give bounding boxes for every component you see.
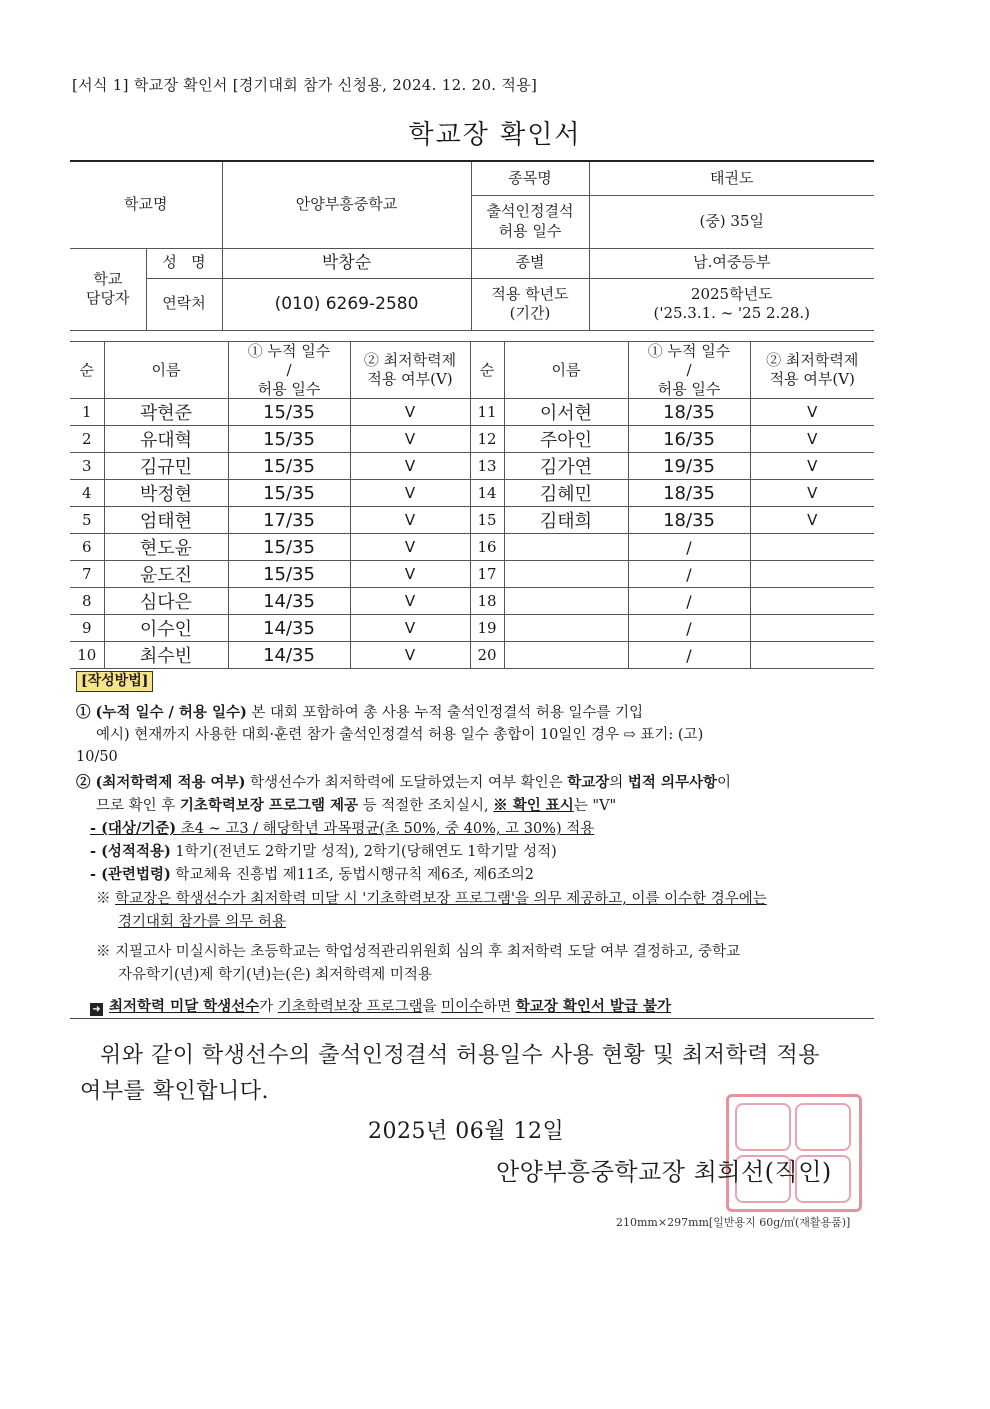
min-header-line1: ② 최저학력제 xyxy=(363,351,457,370)
note-2-emph: ※ 확인 표시 xyxy=(493,797,574,814)
min-achievement-check: V xyxy=(350,534,470,561)
detail-grade xyxy=(90,841,557,863)
row-number: 19 xyxy=(470,615,504,642)
school-value: 안양부흥중학교 xyxy=(222,161,471,248)
min-achievement-check: V xyxy=(350,426,470,453)
row-number: 2 xyxy=(70,426,104,453)
student-name xyxy=(504,642,628,669)
detail-law-text: 학교체육 진흥법 제11조, 동법시행규칙 제6조, 제6조의2 xyxy=(170,867,534,883)
roster-table xyxy=(70,341,874,669)
note-2-text: 의 xyxy=(609,775,628,791)
student-name xyxy=(504,588,628,615)
days-header-line1: ① 누적 일수 xyxy=(247,342,331,360)
student-name xyxy=(504,534,628,561)
table-row xyxy=(70,453,874,480)
detail-grade-heading: - (성적적용) xyxy=(90,843,171,860)
contact-value: (010) 6269-2580 xyxy=(222,278,471,330)
year-value-line2: ('25.3.1. ~ '25 2.28.) xyxy=(653,304,811,322)
days-header-line2: / xyxy=(686,360,692,379)
student-name: 유대혁 xyxy=(104,426,228,453)
final-warning-text: 하면 xyxy=(483,999,516,1015)
arrow-box-icon: ➜ xyxy=(90,1003,103,1016)
min-achievement-check: V xyxy=(350,642,470,669)
year-label-line1: 적용 학년도 xyxy=(491,284,569,303)
final-warning-emph: 미이수 xyxy=(441,999,484,1015)
row-number: 12 xyxy=(470,426,504,453)
min-header-line2: 적용 여부(V) xyxy=(367,370,453,389)
note-2-emph: 기초학력보장 프로그램 제공 xyxy=(179,797,359,814)
student-name: 윤도진 xyxy=(104,561,228,588)
note-2-text: 므로 확인 후 xyxy=(96,798,180,814)
days-header-line3: 허용 일수 xyxy=(657,379,721,398)
student-name: 김규민 xyxy=(104,453,228,480)
min-achievement-check: V xyxy=(750,480,874,507)
document-title: 학교장 확인서 xyxy=(408,120,582,150)
closing-line1: 위와 같이 학생선수의 출석인정결석 허용일수 사용 현황 및 최저학력 적용 xyxy=(100,1043,821,1068)
table-row xyxy=(70,561,874,588)
min-achievement-check xyxy=(750,642,874,669)
row-number: 7 xyxy=(70,561,104,588)
absence-days: / xyxy=(628,561,750,588)
detail-grade-text: 1학기(전년도 2학기말 성적), 2학기(당해연도 1학기말 성적) xyxy=(170,844,557,860)
school-label: 학교명 xyxy=(70,161,222,248)
row-number: 5 xyxy=(70,507,104,534)
note-2-line1 xyxy=(76,772,731,794)
absence-days: 14/35 xyxy=(228,588,350,615)
final-warning-emph: 기초학력보장 프로그램 xyxy=(277,999,423,1015)
days-header-line1: ① 누적 일수 xyxy=(647,342,731,360)
row-number: 17 xyxy=(470,561,504,588)
seq-header-right: 순 xyxy=(470,342,504,399)
detail-target-heading: - (대상/기준) xyxy=(90,820,177,837)
student-name: 현도윤 xyxy=(104,534,228,561)
final-warning-text: 가 xyxy=(259,999,278,1015)
student-name: 김가연 xyxy=(504,453,628,480)
table-row xyxy=(70,399,874,426)
divider xyxy=(70,1018,874,1019)
table-row xyxy=(70,507,874,534)
absence-label-line2: 허용 일수 xyxy=(498,221,562,240)
detail-law xyxy=(90,864,534,886)
final-warning-emph: 학교장 확인서 발급 불가 xyxy=(515,998,671,1015)
row-number: 14 xyxy=(470,480,504,507)
absence-days: / xyxy=(628,534,750,561)
min-achievement-check: V xyxy=(350,615,470,642)
min-achievement-check: V xyxy=(350,507,470,534)
name-header-right: 이름 xyxy=(504,342,628,399)
absence-days: / xyxy=(628,615,750,642)
min-achievement-check: V xyxy=(750,453,874,480)
special-note-emph: 학교장 xyxy=(115,891,158,907)
closing-line2: 여부를 확인합니다. xyxy=(80,1079,270,1104)
student-name: 김혜민 xyxy=(504,480,628,507)
note-2-text: 는 "V" xyxy=(573,798,617,814)
student-name: 주아인 xyxy=(504,426,628,453)
special-note-text: 한 경우에는 xyxy=(692,891,767,907)
note-2-text: 학생선수가 최저학력에 도달하였는지 여부 확인은 xyxy=(245,775,568,791)
absence-days: 16/35 xyxy=(628,426,750,453)
absence-days: 15/35 xyxy=(228,480,350,507)
table-row xyxy=(70,615,874,642)
days-header-line3: 허용 일수 xyxy=(257,379,321,398)
special-note-text: 은 xyxy=(157,891,176,907)
row-number: 9 xyxy=(70,615,104,642)
name-value: 박창순 xyxy=(222,248,471,278)
category-value: 남.여중등부 xyxy=(589,248,874,278)
row-number: 6 xyxy=(70,534,104,561)
days-header-line2: / xyxy=(286,360,292,379)
row-number: 18 xyxy=(470,588,504,615)
absence-days: 17/35 xyxy=(228,507,350,534)
min-achievement-check: V xyxy=(350,561,470,588)
special-note-emph: 의무 제공 xyxy=(533,891,595,907)
absence-days: 14/35 xyxy=(228,642,350,669)
seq-header-left: 순 xyxy=(70,342,104,399)
absence-days: 18/35 xyxy=(628,507,750,534)
signer-name: 안양부흥중학교장 최희선(직인) xyxy=(496,1158,832,1186)
days-header-left xyxy=(228,342,350,399)
row-number: 10 xyxy=(70,642,104,669)
min-header-left xyxy=(350,342,470,399)
event-value: 태권도 xyxy=(589,161,874,195)
sign-date: 2025년 06월 12일 xyxy=(368,1119,565,1144)
student-name: 심다은 xyxy=(104,588,228,615)
absence-days: 18/35 xyxy=(628,480,750,507)
row-number: 1 xyxy=(70,399,104,426)
note-2-text: 등 적절한 조치실시, xyxy=(358,798,494,814)
special-note-1-line1 xyxy=(96,888,767,910)
detail-target xyxy=(90,818,594,840)
row-number: 20 xyxy=(470,642,504,669)
days-header-right xyxy=(628,342,750,399)
min-achievement-check: V xyxy=(750,507,874,534)
special-note-text: 미달 시 '기초학력보장 프로그램'을 xyxy=(306,891,534,907)
row-number: 16 xyxy=(470,534,504,561)
student-name: 박정현 xyxy=(104,480,228,507)
table-row xyxy=(70,426,874,453)
special-note-2-line2: 자유학기(년)제 학기(년)는(은) 최저학력제 미적용 xyxy=(118,967,432,983)
min-achievement-check xyxy=(750,615,874,642)
min-achievement-check xyxy=(750,561,874,588)
student-name: 곽현준 xyxy=(104,399,228,426)
name-header-left: 이름 xyxy=(104,342,228,399)
special-note-text: 하고, 이를 xyxy=(594,891,665,907)
min-achievement-check: V xyxy=(350,480,470,507)
year-label xyxy=(471,278,589,330)
min-header-line2: 적용 여부(V) xyxy=(769,370,855,389)
manager-label-line1: 학교 xyxy=(93,269,123,288)
year-label-line2: (기간) xyxy=(509,304,551,322)
table-row xyxy=(70,588,874,615)
detail-law-heading: - (관련법령) xyxy=(90,866,171,883)
student-name: 이수인 xyxy=(104,615,228,642)
special-note-text: ※ xyxy=(96,891,116,907)
table-row xyxy=(70,642,874,669)
min-achievement-check xyxy=(750,588,874,615)
table-row xyxy=(70,480,874,507)
detail-target-text: 초4 ~ 고3 / 해당학년 과목평균(초 50%, 중 40%, 고 30%) 적용 xyxy=(176,821,595,837)
min-header-right xyxy=(750,342,874,399)
absence-days: 18/35 xyxy=(628,399,750,426)
min-header-line1: ② 최저학력제 xyxy=(766,351,859,370)
note-1-text: 본 대회 포함하여 총 사용 누적 출석인정결석 허용 일수를 기입 xyxy=(246,705,644,721)
form-label: [서식 1] 학교장 확인서 [경기대회 참가 신청용, 2024. 12. 20. 적용] xyxy=(72,76,538,94)
absence-days: 14/35 xyxy=(228,615,350,642)
year-value xyxy=(589,278,874,330)
student-name xyxy=(504,561,628,588)
note-2-text: 이 xyxy=(717,775,732,791)
note-1-line2: 예시) 현재까지 사용한 대회·훈련 참가 출석인정결석 허용 일수 총합이 10일인 경우 ⇨ 표기: (고) xyxy=(96,727,704,743)
absence-days: 19/35 xyxy=(628,453,750,480)
row-number: 8 xyxy=(70,588,104,615)
min-achievement-check: V xyxy=(350,453,470,480)
special-note-emph: 최저학력 xyxy=(250,891,307,907)
absence-days: 15/35 xyxy=(228,561,350,588)
special-note-1-line2: 경기대회 참가를 의무 허용 xyxy=(118,914,286,930)
student-name: 김태희 xyxy=(504,507,628,534)
name-label: 성 명 xyxy=(146,248,222,278)
final-warning-text: 을 xyxy=(422,999,442,1015)
absence-label xyxy=(471,195,589,248)
min-achievement-check xyxy=(750,534,874,561)
student-name: 이서현 xyxy=(504,399,628,426)
special-note-2-line1: ※ 지필고사 미실시하는 초등학교는 학업성적관리위원회 심의 후 최저학력 도달 여부 결정하고, 중학교 xyxy=(96,944,741,960)
row-number: 11 xyxy=(470,399,504,426)
row-number: 3 xyxy=(70,453,104,480)
absence-days: 15/35 xyxy=(228,399,350,426)
absence-days: 15/35 xyxy=(228,426,350,453)
note-2-emph: 학교장 xyxy=(567,774,610,791)
note-2-emph: 법적 의무사항 xyxy=(627,774,717,791)
paper-spec: 210mm×297mm[일반용지 60g/㎡(재활용품)] xyxy=(616,1216,851,1229)
row-number: 13 xyxy=(470,453,504,480)
absence-days: 15/35 xyxy=(228,453,350,480)
event-label: 종목명 xyxy=(471,161,589,195)
special-note-text: 가 xyxy=(231,891,251,907)
final-warning-emph: 최저학력 미달 학생선수 xyxy=(109,998,260,1015)
row-number: 4 xyxy=(70,480,104,507)
method-tag: [작성방법] xyxy=(76,671,153,692)
year-value-line1: 2025학년도 xyxy=(690,284,773,303)
note-1-heading: ① (누적 일수 / 허용 일수) xyxy=(76,704,247,721)
note-2-heading: ② (최저학력제 적용 여부) xyxy=(76,774,246,791)
manager-label xyxy=(70,248,146,330)
absence-days: / xyxy=(628,588,750,615)
min-achievement-check: V xyxy=(350,588,470,615)
table-row xyxy=(70,534,874,561)
manager-label-line2: 담당자 xyxy=(86,289,130,307)
absence-value: (중) 35일 xyxy=(589,195,874,248)
min-achievement-check: V xyxy=(750,399,874,426)
row-number: 15 xyxy=(470,507,504,534)
absence-days: 15/35 xyxy=(228,534,350,561)
special-note-emph: 학생선수 xyxy=(175,891,232,907)
student-name xyxy=(504,615,628,642)
final-warning xyxy=(90,996,671,1018)
category-label: 종별 xyxy=(471,248,589,278)
student-name: 최수빈 xyxy=(104,642,228,669)
special-note-emph: 이수 xyxy=(664,891,693,907)
closing-statement xyxy=(80,1038,820,1110)
info-table xyxy=(70,160,874,331)
student-name: 엄태현 xyxy=(104,507,228,534)
note-2-line2 xyxy=(96,795,616,817)
min-achievement-check: V xyxy=(350,399,470,426)
absence-days: / xyxy=(628,642,750,669)
absence-label-line1: 출석인정결석 xyxy=(486,202,574,220)
contact-label: 연락처 xyxy=(146,278,222,330)
min-achievement-check: V xyxy=(750,426,874,453)
note-1-line3: 10/50 xyxy=(76,749,118,765)
note-1-line1 xyxy=(76,702,643,724)
